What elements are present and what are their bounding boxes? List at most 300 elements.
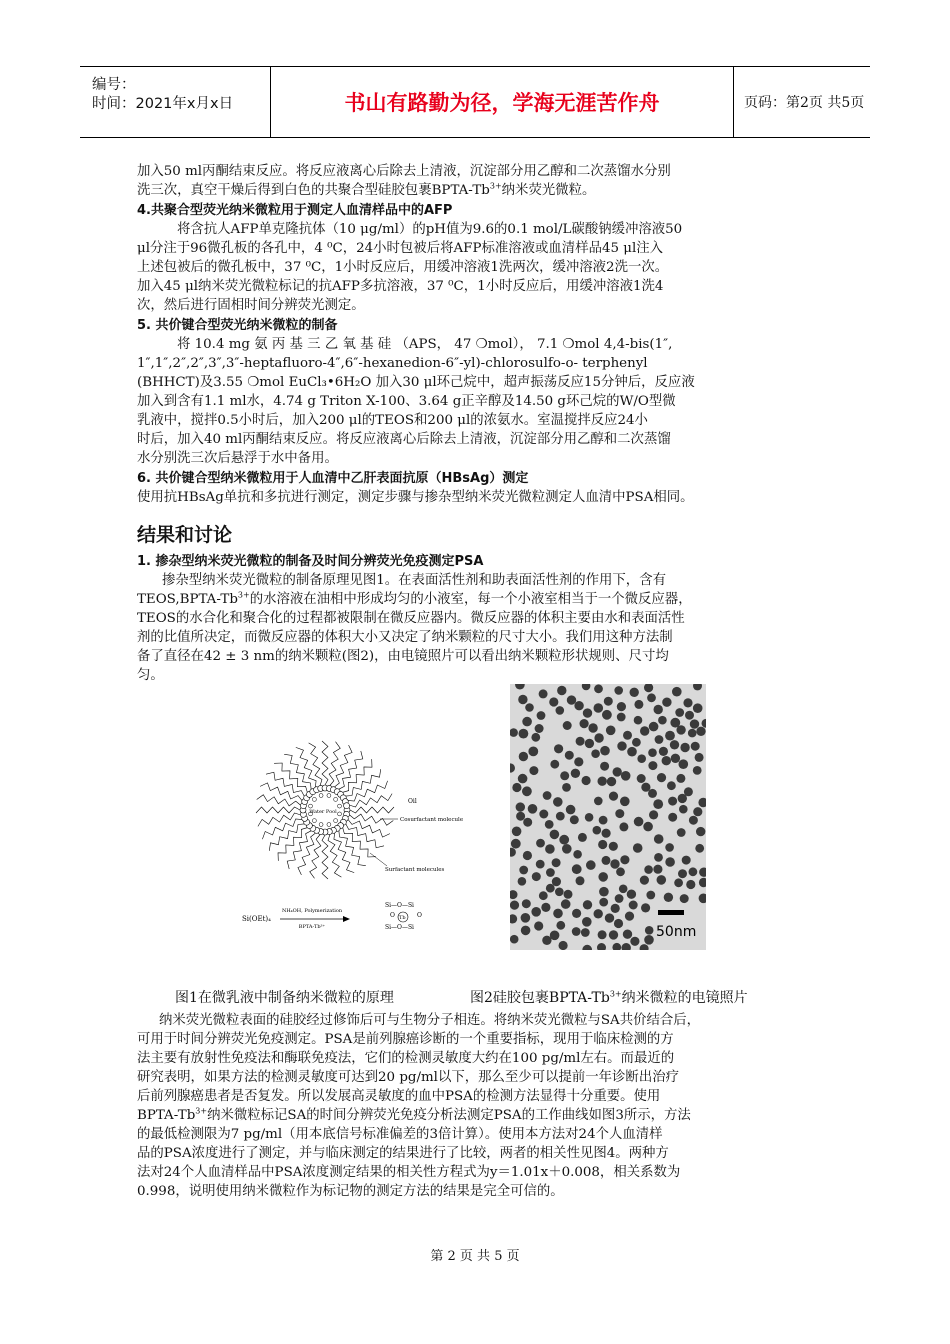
nanoparticle: [591, 749, 600, 758]
figure1-caption: 图1在微乳液中制备纳米微粒的原理: [175, 990, 394, 1006]
nanoparticle: [664, 893, 673, 902]
nanoparticle: [678, 869, 687, 878]
nanoparticle: [521, 913, 531, 923]
nanoparticle: [619, 822, 628, 831]
nanoparticle: [641, 903, 650, 912]
nanoparticle: [614, 686, 623, 695]
nanoparticle: [679, 759, 689, 769]
figure1-microemulsion-diagram: [240, 735, 490, 950]
nanoparticle: [637, 774, 646, 783]
nanoparticle: [565, 751, 574, 760]
nanoparticle: [662, 698, 671, 707]
nanoparticle: [665, 843, 674, 852]
nanoparticle: [675, 708, 684, 717]
nanoparticle: [510, 935, 519, 944]
nanoparticle: [594, 733, 603, 742]
para-line: 法对24个人血清样品中PSA浓度测定结果的相关性方程式为y＝1.01x＋0.008，相关系数为: [137, 1165, 681, 1180]
nanoparticle: [617, 713, 626, 722]
nanoparticle: [556, 921, 565, 930]
nanoparticle: [665, 731, 675, 741]
nanoparticle: [629, 901, 638, 910]
figure2-tem-photo: [510, 684, 706, 950]
header-page-label: 页码：第2页 共5页: [744, 95, 865, 111]
nanoparticle: [594, 703, 604, 713]
nanoparticle: [582, 684, 591, 690]
nanoparticle: [617, 702, 626, 711]
nanoparticle: [627, 890, 636, 899]
svg-text:O: O: [417, 912, 422, 919]
doc-date-label: 时间：2021年x月x日: [92, 96, 234, 112]
surfactant-tail: [348, 781, 388, 801]
nanoparticle: [537, 711, 546, 720]
arrow-top-label: NH₄OH, Polymerization: [281, 908, 343, 914]
nanoparticle: [525, 703, 534, 712]
nanoparticle: [599, 816, 608, 825]
nanoparticle: [643, 822, 653, 832]
nanoparticle: [552, 877, 561, 886]
nanoparticle: [674, 878, 683, 887]
cosurfactant-molecule: [319, 823, 323, 827]
para-line: 后前列腺癌患者是否复发。所以发展高灵敏度的血中PSA的检测方法显得十分重要。使用: [137, 1089, 661, 1104]
nanoparticle: [559, 835, 569, 845]
svg-text:Tb: Tb: [399, 915, 406, 921]
nanoparticle: [609, 792, 618, 801]
nanoparticle: [555, 888, 564, 897]
nanoparticle: [516, 802, 525, 811]
nanoparticle: [602, 856, 611, 865]
surfactant-tail: [335, 745, 353, 787]
nanoparticle: [528, 804, 538, 814]
para-line: 加入45 μl纳米荧光微粒标记的抗AFP多抗溶液，37 ⁰C，1小时反应后，用缓冲溶液1洗4: [137, 279, 664, 294]
header-meta: [80, 67, 271, 137]
nanoparticle: [600, 746, 610, 756]
doc-number-label: 编号：: [92, 77, 136, 93]
nanoparticle: [655, 735, 664, 744]
nanoparticle: [659, 747, 668, 756]
nanoparticle: [698, 798, 706, 808]
svg-text:Si—O—Si: Si—O—Si: [385, 902, 414, 909]
nanoparticle: [667, 781, 676, 790]
nanoparticle: [693, 807, 702, 816]
nanoparticle: [519, 866, 528, 875]
oil-label: Oil: [408, 798, 417, 805]
nanoparticle: [699, 894, 706, 904]
nanoparticle: [578, 833, 587, 842]
nanoparticle: [574, 701, 583, 710]
cosurfactant-molecule: [312, 797, 316, 801]
nanoparticle: [539, 891, 548, 900]
para-line: 0.998，说明使用纳米微粒作为标记物的测定方法的结果是完全可信的。: [137, 1184, 564, 1199]
nanoparticle: [684, 787, 693, 796]
nanoparticle: [567, 695, 576, 704]
para-line: μl分注于96微孔板的各孔中，4 ⁰C，24小时包被后将AFP标准溶液或血清样品45 μl注入: [137, 241, 664, 256]
nanoparticle: [553, 797, 563, 807]
nanoparticle: [670, 740, 679, 749]
nanoparticle: [630, 688, 639, 697]
para-line: 品的PSA浓度进行了测定，并与临床测定的结果进行了比较，两者的相关性见图4。两种方: [137, 1146, 669, 1161]
nanoparticle: [634, 700, 643, 709]
nanoparticle: [699, 868, 706, 877]
nanoparticle: [549, 697, 558, 706]
nanoparticle: [556, 706, 565, 715]
nanoparticle: [519, 752, 528, 761]
nanoparticle: [602, 710, 612, 720]
cosurfactant-label: Cosurfactant molecule: [400, 817, 464, 823]
nanoparticle: [593, 826, 602, 835]
nanoparticle: [582, 776, 591, 785]
nanoparticle: [510, 763, 515, 772]
para-line: 加入50 ml丙酮结束反应。将反应液离心后除去上清液，沉淀部分用乙醇和二次蒸馏水分别: [137, 164, 671, 179]
para-line: BPTA-$Tb^{3+}$纳米微粒标记SA的时间分辨荧光免疫分析法测定PSA的工作曲线如图3所示，方法: [137, 1106, 691, 1123]
nanoparticle: [539, 689, 548, 698]
para-line: 纳米荧光微粒表面的硅胶经过修饰后可与生物分子相连。将纳米荧光微粒与SA共价结合后，: [159, 1013, 701, 1028]
page-footer: 第 2 页 共 5 页: [430, 1249, 520, 1264]
nanoparticle: [630, 937, 639, 946]
nanoparticle: [588, 723, 597, 732]
nanoparticle: [545, 820, 554, 829]
nanoparticle: [609, 930, 618, 939]
nanoparticle: [529, 766, 538, 775]
surfactant-tail: [260, 783, 302, 801]
nanoparticle: [585, 813, 594, 822]
scale-bar: [658, 910, 684, 915]
arrow-bottom-label: BPTA-Tb³⁺: [298, 924, 326, 930]
reagent-label: Si(OEt)₄: [242, 915, 271, 923]
nanoparticle: [518, 877, 527, 886]
scale-bar-label: 50nm: [656, 924, 697, 940]
nanoparticle: [586, 860, 596, 870]
para-line: TEOS的水合化和聚合化的过程都被限制在微反应器内。微反应器的体积主要由水和表面活性: [137, 611, 685, 626]
surfactant-tail: [348, 820, 390, 838]
nanoparticle: [522, 899, 531, 908]
nanoparticle: [648, 748, 657, 757]
nanoparticle: [677, 828, 686, 837]
nanoparticle: [581, 928, 590, 937]
page-header: [80, 66, 870, 138]
nanoparticle: [619, 885, 628, 894]
nanoparticle: [542, 936, 551, 945]
nanoparticle: [532, 872, 541, 881]
para-line: 法主要有放射性免疫法和酶联免疫法，它们的检测灵敏度大约在100 pg/ml左右。而最近的: [137, 1051, 675, 1066]
nanoparticle: [531, 733, 540, 742]
nanoparticle: [699, 878, 706, 887]
nanoparticle: [516, 812, 525, 821]
nanoparticle: [625, 912, 634, 921]
section-heading: 5. 共价键合型荧光纳米微粒的制备: [137, 318, 338, 333]
nanoparticle: [657, 875, 667, 885]
surfactant-tail: [310, 835, 321, 879]
nanoparticle: [632, 738, 641, 747]
nanoparticle: [602, 829, 611, 838]
surfactant-tail: [309, 743, 322, 786]
surfactant-tail: [328, 835, 341, 878]
nanoparticle: [571, 769, 580, 778]
nanoparticle: [598, 840, 607, 849]
nanoparticle: [583, 708, 592, 717]
nanoparticle: [572, 909, 581, 918]
nanoparticle: [702, 719, 707, 728]
surfactant-label: Surfactant molecules: [385, 867, 445, 873]
nanoparticle: [671, 754, 680, 763]
nanoparticle: [682, 856, 691, 865]
nanoparticle: [696, 827, 705, 836]
nanoparticle: [693, 684, 702, 690]
nanoparticle: [685, 711, 694, 720]
nanoparticle: [648, 789, 657, 798]
surfactant-tail: [343, 828, 376, 857]
nanoparticle: [604, 697, 613, 706]
para-line: 将 10.4 mg 氨 丙 基 三 乙 氧 基 硅 （APS， 47 ❍mol）， 7.1 ❍mol 4,4-bis(1″,: [177, 337, 673, 352]
nanoparticle: [541, 903, 550, 912]
surfactant-tail: [262, 819, 302, 839]
nanoparticle: [693, 766, 702, 775]
nanoparticle: [582, 917, 592, 927]
nanoparticle: [620, 797, 630, 807]
para-line: 时后，加入40 ml丙酮结束反应。将反应液离心后除去上清液，沉淀部分用乙醇和二次蒸馏: [137, 432, 671, 447]
nanoparticle: [672, 687, 682, 697]
nanoparticle: [688, 729, 697, 738]
nanoparticle: [562, 844, 572, 854]
nanoparticle: [543, 791, 552, 800]
nanoparticle: [580, 719, 589, 728]
nanoparticle: [553, 909, 563, 919]
nanoparticle: [583, 900, 592, 909]
cosurfactant-molecule: [334, 797, 338, 801]
nanoparticle: [680, 743, 689, 752]
svg-text:O: O: [390, 912, 395, 919]
nanoparticle: [644, 684, 653, 692]
nanoparticle: [605, 913, 614, 922]
nanoparticle: [676, 774, 685, 783]
para-line: 上述包被后的微孔板中，37 ⁰C，1小时反应后，用缓冲溶液1洗两次，缓冲溶液2洗一次。: [137, 260, 669, 275]
nanoparticle: [510, 848, 516, 857]
nanoparticle: [576, 876, 585, 885]
nanoparticle: [594, 684, 603, 693]
surfactant-tail: [274, 763, 307, 792]
nanoparticle: [510, 890, 518, 899]
nanoparticle: [546, 868, 555, 877]
nanoparticle: [637, 754, 646, 763]
nanoparticle: [598, 872, 608, 882]
figure2-caption: 图2硅胶包裹BPTA-$Tb^{3+}$纳米微粒的电镜照片: [470, 989, 748, 1006]
para-line: 1″,1″,2″,2″,3″,3″-heptafluoro-4″,6″-hexanedion-6″-yl)-chlorosulfo-o- terphenyl: [137, 356, 648, 371]
nanoparticle: [616, 867, 625, 876]
section-heading: 1. 掺杂型纳米荧光微粒的制备及时间分辨荧光免疫测定PSA: [137, 554, 484, 569]
nanoparticle: [668, 813, 677, 822]
nanoparticle: [648, 761, 657, 770]
nanoparticle: [582, 945, 592, 950]
nanoparticle: [564, 890, 573, 899]
nanoparticle: [572, 864, 582, 874]
nanoparticle: [640, 726, 649, 735]
cosurfactant-molecule: [334, 819, 338, 823]
nanoparticle: [633, 843, 643, 853]
section-heading: 4.共聚合型荧光纳米微粒用于测定人血清样品中的AFP: [137, 203, 453, 218]
nanoparticle: [510, 728, 518, 737]
surfactant-tail: [258, 813, 301, 826]
nanoparticle: [653, 865, 662, 874]
nanoparticle: [585, 739, 594, 748]
nanoparticle: [634, 716, 643, 725]
nanoparticle: [607, 777, 616, 786]
nanoparticle: [523, 851, 532, 860]
surfactant-tail: [278, 828, 307, 861]
para-line: 将含抗人AFP单克隆抗体（10 μg/ml）的pH值为9.6的0.1 mol/L碳酸钠缓冲溶液50: [177, 222, 683, 237]
nanoparticle: [623, 930, 632, 939]
nanoparticle: [615, 894, 624, 903]
nanoparticle: [594, 797, 603, 806]
cosurfactant-molecule: [312, 819, 316, 823]
nanoparticle: [576, 737, 585, 746]
nanoparticle: [690, 719, 699, 728]
nanoparticle: [523, 818, 532, 827]
para-line: 的最低检测限为7 pg/ml（用本底信号标准偏差的3倍计算）。使用本方法对24个人血清样: [137, 1127, 663, 1142]
nanoparticle: [550, 830, 560, 840]
results-heading: 结果和讨论: [137, 524, 233, 546]
nanoparticle: [658, 716, 667, 725]
nanoparticle: [522, 717, 532, 727]
nanoparticle: [518, 774, 528, 784]
nanoparticle: [613, 767, 622, 776]
nanoparticle: [654, 834, 664, 844]
cosurfactant-molecule: [309, 804, 313, 808]
nanoparticle: [617, 741, 626, 750]
nanoparticle: [645, 926, 654, 935]
para-line: 次，然后进行固相时间分辨荧光测定。: [137, 298, 365, 313]
nanoparticle: [622, 943, 631, 950]
nanoparticle: [654, 705, 663, 714]
nanoparticle: [614, 919, 623, 928]
para-line: 水分别洗三次后悬浮于水中备用。: [137, 451, 338, 466]
nanoparticle: [610, 859, 619, 868]
silica-network: [385, 902, 422, 931]
surfactant-tail: [350, 814, 394, 825]
para-line: 掺杂型纳米荧光微粒的制备原理见图1。在表面活性剂和助表面活性剂的作用下，含有: [162, 573, 666, 588]
cosurfactant-molecule: [338, 812, 342, 816]
nanoparticle: [539, 810, 548, 819]
nanoparticle: [695, 753, 704, 762]
nanoparticle: [599, 887, 609, 897]
nanoparticle: [654, 853, 663, 862]
nanoparticle: [657, 773, 666, 782]
nanoparticle: [512, 783, 521, 792]
nanoparticle: [662, 756, 671, 765]
nanoparticle: [640, 944, 649, 950]
para-line: 可用于时间分辨荧光免疫测定。PSA是前列腺癌诊断的一个重要指标，现用于临床检测的方: [137, 1032, 674, 1047]
cosurfactant-molecule: [338, 804, 342, 808]
nanoparticle: [615, 809, 624, 818]
nanoparticle: [554, 744, 563, 753]
nanoparticle: [640, 876, 649, 885]
nanoparticle: [598, 930, 607, 939]
nanoparticle: [550, 760, 559, 769]
surfactant-tail: [334, 833, 354, 873]
nanoparticle: [563, 721, 572, 730]
para-line: 剂的比值所决定，而微反应器的体积大小又决定了纳米颗粒的尺寸大小。我们用这种方法制: [137, 630, 673, 645]
cosurfactant-molecule: [327, 823, 331, 827]
nanoparticle: [599, 898, 608, 907]
nanoparticle: [696, 727, 705, 736]
nanoparticle: [556, 812, 565, 821]
surfactant-tail: [256, 807, 300, 813]
nanoparticle: [510, 914, 517, 923]
nanoparticle: [522, 786, 532, 796]
nanoparticle: [535, 724, 544, 733]
nanoparticle: [689, 816, 698, 825]
water-pool-label: Water Pool: [309, 809, 337, 815]
nanoparticle: [597, 943, 606, 950]
nanoparticle: [512, 827, 522, 837]
nanoparticle: [620, 855, 629, 864]
nanoparticle: [680, 894, 689, 903]
nanoparticle: [531, 907, 541, 917]
nanoparticle: [518, 695, 527, 704]
nanoparticle: [536, 839, 545, 848]
nanoparticle: [552, 858, 561, 867]
section-heading: 6. 共价键合型纳米微粒用于人血清中乙肝表面抗原（HBsAg）测定: [137, 471, 529, 486]
nanoparticle: [600, 762, 609, 771]
para-line: 匀。: [137, 668, 164, 683]
nanoparticle: [570, 815, 579, 824]
nanoparticle: [646, 891, 655, 900]
nanoparticle: [573, 850, 582, 859]
cosurfactant-molecule: [319, 794, 323, 798]
nanoparticle: [627, 747, 637, 757]
svg-text:Si—O—Si: Si—O—Si: [385, 924, 414, 931]
nanoparticle: [528, 747, 538, 757]
surfactant-tail: [296, 747, 316, 787]
surfactant-tail: [322, 741, 328, 785]
nanoparticle: [612, 943, 621, 950]
nanoparticle: [594, 909, 603, 918]
nanoparticle: [606, 726, 616, 736]
nanoparticle: [534, 921, 543, 930]
nanoparticle: [559, 941, 568, 950]
nanoparticle: [623, 731, 632, 740]
cosurfactant-molecule: [327, 794, 331, 798]
nanoparticle: [557, 686, 566, 695]
surfactant-head: [344, 803, 350, 809]
para-line: $TEOS,BPTA-Tb^{3+}$的水溶液在油相中形成均匀的小液室，每一个小液室相当于一个微反应器，: [137, 590, 692, 607]
para-line: 研究表明，如果方法的检测灵敏度可达到20 pg/ml以下，那么至少可以提前一年诊断出治疗: [137, 1070, 679, 1085]
nanoparticle: [611, 904, 620, 913]
nanoparticle: [609, 842, 618, 851]
nanoparticle: [536, 860, 545, 869]
surfactant-tail: [322, 835, 328, 879]
surfactant-tail: [350, 794, 393, 807]
nanoparticle: [560, 771, 569, 780]
nanoparticle: [574, 757, 583, 766]
nanoparticle: [668, 797, 677, 806]
nanoparticle: [693, 703, 703, 713]
nanoparticle: [686, 880, 695, 889]
para-line: 加入到含有1.1 ml水，4.74 g Triton X-100、3.64 g正辛醇及14.50 g环己烷的W/O型微: [137, 394, 676, 409]
para-line: 备了直径在42 ± 3 nm的纳米颗粒(图2)，由电镜照片可以看出纳米颗粒形状规则、尺寸均: [137, 649, 669, 664]
nanoparticle: [634, 817, 644, 827]
nanoparticle: [621, 771, 631, 781]
nanoparticle: [521, 926, 531, 936]
para-line: (BHHCT)及3.55 ❍mol EuCl₃•6H₂O 加入30 μl环己烷中，超声振荡反应15分钟后，反应液: [137, 375, 695, 390]
para-line: 洗三次，真空干燥后得到白色的共聚合型硅胶包裹BPTA-$Tb^{3+}$纳米荧光微粒。: [137, 181, 596, 198]
nanoparticle: [562, 783, 571, 792]
nanoparticle: [546, 884, 555, 893]
nanoparticle: [515, 684, 525, 690]
para-line: 乳液中，搅拌0.5小时后，加入200 μl的TEOS和200 μl的浓氨水。室温搅拌反应24小: [137, 413, 648, 428]
nanoparticle: [644, 935, 654, 945]
nanoparticle: [647, 693, 656, 702]
nanoparticle: [598, 777, 607, 786]
nanoparticle: [561, 899, 571, 909]
